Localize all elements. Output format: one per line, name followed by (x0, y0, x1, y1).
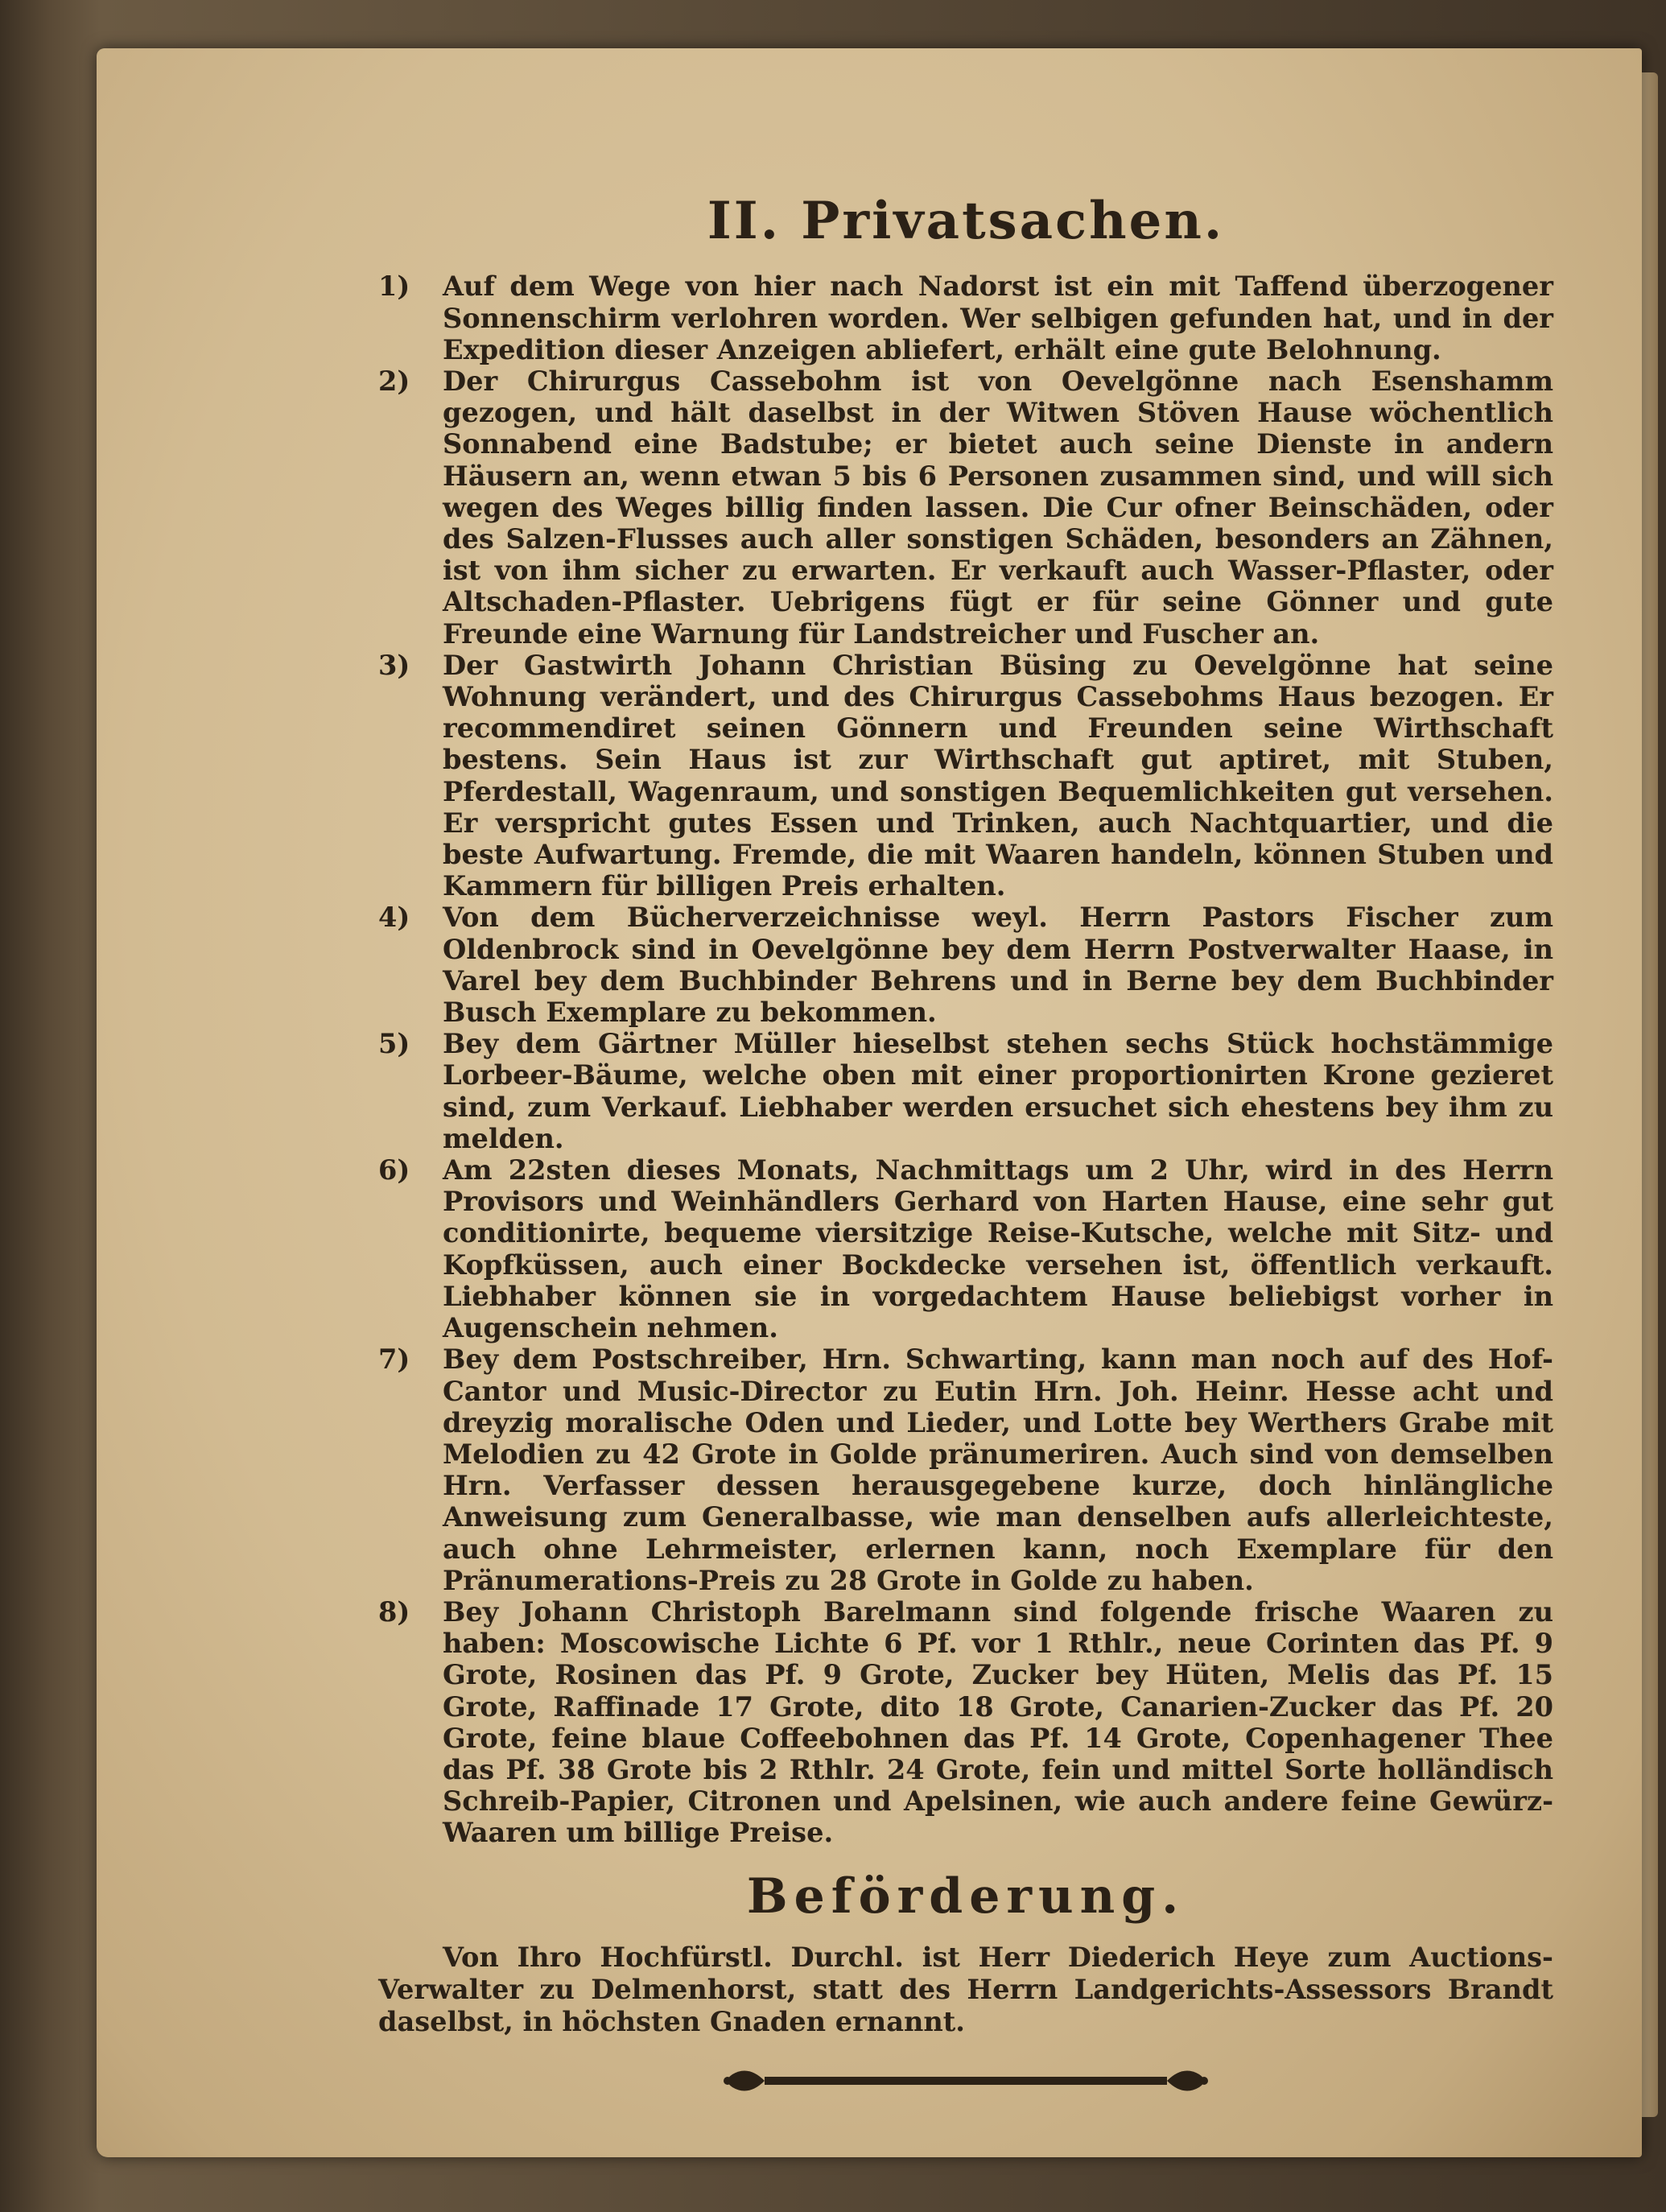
entry (378, 902, 1553, 1028)
entry-number: 2) (378, 365, 410, 397)
entry-text: Bey Johann Christoph Barelmann sind folgende frische Waaren zu haben: Moscowische Lichte 6 Pf. vor 1 Rthlr., neue Corinten das Pf. 9 Grote, Rosinen das Pf. 9 Grote, Zucker bey Hüten, Melis das Pf. 15 Grote, Raffinade 17 Grote, dito 18 Grote, Canarien-Zucker das Pf. 20 Grote, feine blaue Coffeebohnen das Pf. 14 Grote, Copenhagener Thee das Pf. 38 Grote bis 2 Rthlr. 24 Grote, fein und mittel Sorte holländisch Schreib-Papier, Citronen und Apelsinen, wie auch andere feine Gewürz-Waaren um billige Preise. (443, 1595, 1553, 1849)
entry (378, 1596, 1553, 1849)
subsection-title: Beförderung. (746, 1867, 1186, 1925)
entry-number: 3) (378, 648, 410, 681)
entry-text: Bey dem Gärtner Müller hieselbst stehen sechs Stück hochstämmige Lorbeer-Bäume, welche oben mit einer proportionirten Krone gezieret sind, zum Verkauf. Liebhaber werden ersuchet sich ehestens bey ihm zu melden. (443, 1027, 1553, 1154)
section-title: II. Privatsachen. (707, 191, 1225, 251)
entry-number: 8) (378, 1595, 410, 1628)
entry (378, 1028, 1553, 1154)
entry-number: 1) (378, 270, 410, 303)
entry (378, 650, 1553, 902)
entry-text: Der Gastwirth Johann Christian Büsing zu Oevelgönne hat seine Wohnung verändert, und des Chirurgus Cassebohms Haus bezogen. Er recommendiret seinen Gönnern und Freunden seine Wirthschaft bestens. Sein Haus ist zur Wirthschaft gut aptiret, mit Stuben, Pferdestall, Wagenraum, und sonstigen Bequemlichkeiten gut versehen. Er verspricht gutes Essen und Trinken, auch Nachtquartier, und die beste Aufwartung. Fremde, die mit Waaren handeln, können Stuben und Kammern für billigen Preis erhalten. (443, 648, 1553, 902)
entry-text: Auf dem Wege von hier nach Nadorst ist ein mit Taffend überzogener Sonnenschirm verlohren worden. Wer selbigen gefunden hat, und in der Expedition dieser Anzeigen abliefert, erhält eine gute Belohnung. (443, 270, 1553, 365)
entry-number: 4) (378, 901, 410, 934)
entry-text: Der Chirurgus Cassebohm ist von Oevelgönne nach Esenshamm gezogen, und hält daselbst in der Witwen Stöven Hause wöchentlich Sonnabend eine Badstube; er bietet auch seine Dienste in andern Häusern an, wenn etwan 5 bis 6 Personen zusammen sind, und will sich wegen des Weges billig finden lassen. Die Cur ofner Beinschäden, oder des Salzen-Flusses auch aller sonstigen Schäden, besonders an Zähnen, ist von ihm sicher zu erwarten. Er verkauft auch Wasser-Pflaster, oder Altschaden-Pflaster. Uebrigens fügt er für seine Gönner und gute Freunde eine Warnung für Landstreicher und Fuscher an. (443, 365, 1553, 650)
page-content (378, 193, 1553, 2105)
entry-text: Bey dem Postschreiber, Hrn. Schwarting, kann man noch auf des Hof-Cantor und Music-Director zu Eutin Hrn. Joh. Heinr. Hesse acht und dreyzig moralische Oden und Lieder, und Lotte bey Werthers Grabe mit Melodien zu 42 Grote in Golde pränumeriren. Auch sind von demselben Hrn. Verfasser dessen herausgegebene kurze, doch hinlängliche Anweisung zum Generalbasse, wie man denselben aufs allerleichteste, auch ohne Lehrmeister, erlernen kann, noch Exemplare für den Pränumerations-Preis zu 28 Grote in Golde zu haben. (443, 1343, 1553, 1596)
entry-number: 7) (378, 1343, 410, 1376)
entry (378, 270, 1553, 365)
entry-number: 5) (378, 1027, 410, 1060)
ornament-rule-icon (716, 2057, 1215, 2105)
promotion-paragraph: Von Ihro Hochfürstl. Durchl. ist Herr Diederich Heye zum Auctions-Verwalter zu Delmenhorst, statt des Herrn Landgerichts-Assessors Brandt daselbst, in höchsten Gnaden ernannt. (378, 1940, 1553, 2037)
entries-list (378, 270, 1553, 1848)
entry-text: Von dem Bücherverzeichnisse weyl. Herrn Pastors Fischer zum Oldenbrock sind in Oevelgönne bey dem Herrn Postverwalter Haase, in Varel bey dem Buchbinder Behrens und in Berne bey dem Buchbinder Busch Exemplare zu bekommen. (443, 901, 1553, 1029)
entry (378, 1154, 1553, 1343)
entry (378, 1343, 1553, 1596)
entry-text: Am 22sten dieses Monats, Nachmittags um 2 Uhr, wird in des Herrn Provisors und Weinhändlers Gerhard von Harten Hause, eine sehr gut conditionirte, bequeme viersitzige Reise-Kutsche, welche mit Sitz- und Kopfküssen, auch einer Bockdecke versehen ist, öffentlich verkauft. Liebhaber können sie in vorgedachtem Hause beliebigst vorher in Augenschein nehmen. (443, 1153, 1553, 1344)
entry-number: 6) (378, 1153, 410, 1186)
entry (378, 365, 1553, 650)
